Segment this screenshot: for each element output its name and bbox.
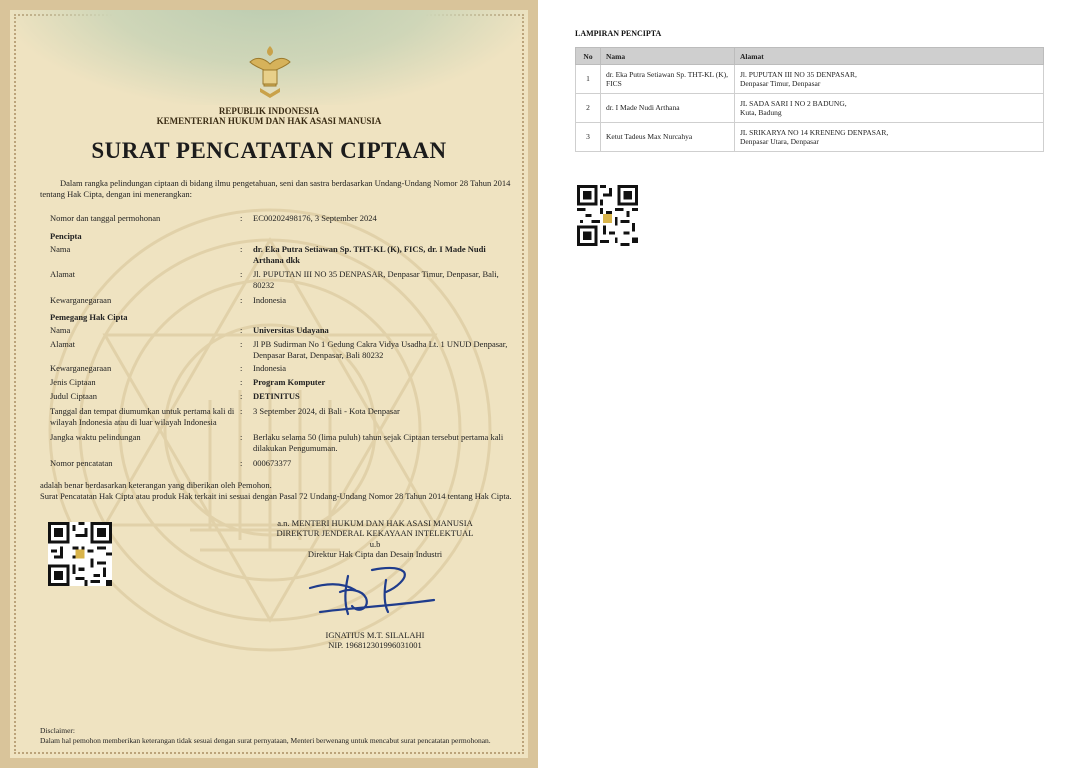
lampiran-title: LAMPIRAN PENCIPTA bbox=[575, 29, 662, 38]
cell-alamat-line2: Kuta, Badung bbox=[740, 108, 782, 117]
header-alamat: Alamat bbox=[735, 48, 1044, 65]
label-tanggal-diumumkan: Tanggal dan tempat diumumkan untuk pertama kali di wilayah Indonesia atau di luar wilayah Indonesia bbox=[50, 406, 235, 427]
label-nomor-permohonan: Nomor dan tanggal permohonan bbox=[50, 213, 161, 223]
colon: : bbox=[240, 244, 243, 254]
label-jangka-waktu: Jangka waktu pelindungan bbox=[50, 432, 141, 442]
table-row bbox=[576, 65, 1044, 94]
colon: : bbox=[240, 391, 243, 401]
label-pencipta-kewarganegaraan: Kewarganegaraan bbox=[50, 295, 112, 305]
cell-alamat-line1: Jl. PUPUTAN III NO 35 DENPASAR, bbox=[740, 69, 857, 79]
label-jenis-ciptaan: Jenis Ciptaan bbox=[50, 377, 96, 387]
colon: : bbox=[240, 269, 243, 279]
disclaimer-title: Disclaimer: bbox=[40, 726, 75, 735]
cell-alamat-line1: JL SADA SARI I NO 2 BADUNG, bbox=[740, 98, 847, 108]
value-nomor-pencatatan: 000673377 bbox=[253, 458, 292, 468]
cell-alamat bbox=[735, 65, 1044, 94]
signature-authority-4: Direktur Hak Cipta dan Desain Industri bbox=[307, 549, 443, 559]
value-pencipta-kewarganegaraan: Indonesia bbox=[253, 295, 287, 305]
section-pemegang: Pemegang Hak Cipta bbox=[50, 312, 128, 322]
cell-nama: dr. Eka Putra Setiawan Sp. THT-KL (K), FICS bbox=[601, 65, 735, 94]
label-pemegang-kewarganegaraan: Kewarganegaraan bbox=[50, 363, 112, 373]
value-pemegang-kewarganegaraan: Indonesia bbox=[253, 363, 287, 373]
colon: : bbox=[240, 458, 243, 468]
value-pencipta-alamat: Jl. PUPUTAN III NO 35 DENPASAR, Denpasar Timur, Denpasar, Bali, 80232 bbox=[253, 269, 499, 290]
value-pencipta-nama: dr. Eka Putra Setiawan Sp. THT-KL (K), FICS, dr. I Made Nudi Arthana dkk bbox=[253, 244, 486, 265]
lampiran-table bbox=[575, 47, 1044, 152]
cell-alamat-line1: JL SRIKARYA NO 14 KRENENG DENPASAR, bbox=[740, 127, 889, 137]
cell-no: 2 bbox=[576, 94, 601, 123]
cell-alamat-line2: Denpasar Utara, Denpasar bbox=[740, 137, 819, 146]
garuda-emblem-icon bbox=[246, 42, 294, 100]
value-judul-ciptaan: DETINITUS bbox=[253, 391, 300, 401]
label-pencipta-nama: Nama bbox=[50, 244, 71, 254]
header-kementerian: KEMENTERIAN HUKUM DAN HAK ASASI MANUSIA bbox=[156, 116, 382, 126]
cell-no: 1 bbox=[576, 65, 601, 94]
cell-no: 3 bbox=[576, 123, 601, 152]
qr-code-icon bbox=[48, 522, 112, 586]
colon: : bbox=[240, 363, 243, 373]
table-row bbox=[576, 94, 1044, 123]
table-header-row bbox=[576, 48, 1044, 65]
colon: : bbox=[240, 213, 243, 223]
label-pencipta-alamat: Alamat bbox=[50, 269, 76, 279]
disclaimer bbox=[40, 726, 530, 746]
table-row bbox=[576, 123, 1044, 152]
value-pemegang-alamat: Jl PB Sudirman No 1 Gedung Cakra Vidya Usadha Lt. 1 UNUD Denpasar, Denpasar Barat, Denpasar, Bali 80232 bbox=[253, 339, 508, 360]
closing-statement-1: adalah benar berdasarkan keterangan yang diberikan oleh Pemohon. bbox=[40, 480, 272, 490]
value-jenis-ciptaan: Program Komputer bbox=[253, 377, 326, 387]
signature-icon bbox=[300, 562, 440, 624]
colon: : bbox=[240, 406, 243, 416]
section-pencipta: Pencipta bbox=[50, 231, 82, 241]
cell-nama: Ketut Tadeus Max Nurcahya bbox=[601, 123, 735, 152]
label-pemegang-nama: Nama bbox=[50, 325, 71, 335]
cell-nama: dr. I Made Nudi Arthana bbox=[601, 94, 735, 123]
signer-nip: NIP. 196812301996031001 bbox=[328, 640, 422, 650]
disclaimer-text: Dalam hal pemohon memberikan keterangan tidak sesuai dengan surat pernyataan, Menteri berwenang untuk mencabut surat pencatatan permohonan. bbox=[40, 736, 491, 745]
value-tanggal-diumumkan: 3 September 2024, di Bali - Kota Denpasar bbox=[253, 406, 400, 416]
signature-authority-3: u.b bbox=[369, 539, 381, 549]
signer-name: IGNATIUS M.T. SILALAHI bbox=[325, 630, 425, 640]
value-jangka-waktu: Berlaku selama 50 (lima puluh) tahun sejak Ciptaan tersebut pertama kali dilakukan Pengumuman. bbox=[253, 432, 504, 453]
colon: : bbox=[240, 339, 243, 349]
certificate-title: SURAT PENCATATAN CIPTAAN bbox=[91, 138, 447, 163]
closing-statement-2: Surat Pencatatan Hak Cipta atau produk Hak terkait ini sesuai dengan Pasal 72 Undang-Undang Nomor 28 Tahun 2014 tentang Hak Cipta. bbox=[40, 491, 512, 501]
cell-alamat bbox=[735, 123, 1044, 152]
header-republik: REPUBLIK INDONESIA bbox=[218, 106, 320, 116]
header-nama: Nama bbox=[601, 48, 735, 65]
header-no: No bbox=[576, 48, 601, 65]
colon: : bbox=[240, 377, 243, 387]
intro-paragraph: Dalam rangka pelindungan ciptaan di bidang ilmu pengetahuan, seni dan sastra berdasarkan Undang-Undang Nomor 28 Tahun 2014 tentang Hak Cipta, dengan ini menerangkan: bbox=[40, 178, 511, 199]
label-pemegang-alamat: Alamat bbox=[50, 339, 76, 349]
label-judul-ciptaan: Judul Ciptaan bbox=[50, 391, 97, 401]
value-pemegang-nama: Universitas Udayana bbox=[253, 325, 329, 335]
signature-authority-1: a.n. MENTERI HUKUM DAN HAK ASASI MANUSIA bbox=[277, 518, 473, 528]
qr-code-icon bbox=[577, 185, 638, 246]
cell-alamat-line2: Denpasar Timur, Denpasar bbox=[740, 79, 821, 88]
colon: : bbox=[240, 325, 243, 335]
colon: : bbox=[240, 432, 243, 442]
value-nomor-permohonan: EC00202498176, 3 September 2024 bbox=[253, 213, 377, 223]
label-nomor-pencatatan: Nomor pencatatan bbox=[50, 458, 113, 468]
cell-alamat bbox=[735, 94, 1044, 123]
colon: : bbox=[240, 295, 243, 305]
signature-authority-2: DIREKTUR JENDERAL KEKAYAAN INTELEKTUAL bbox=[276, 528, 474, 538]
